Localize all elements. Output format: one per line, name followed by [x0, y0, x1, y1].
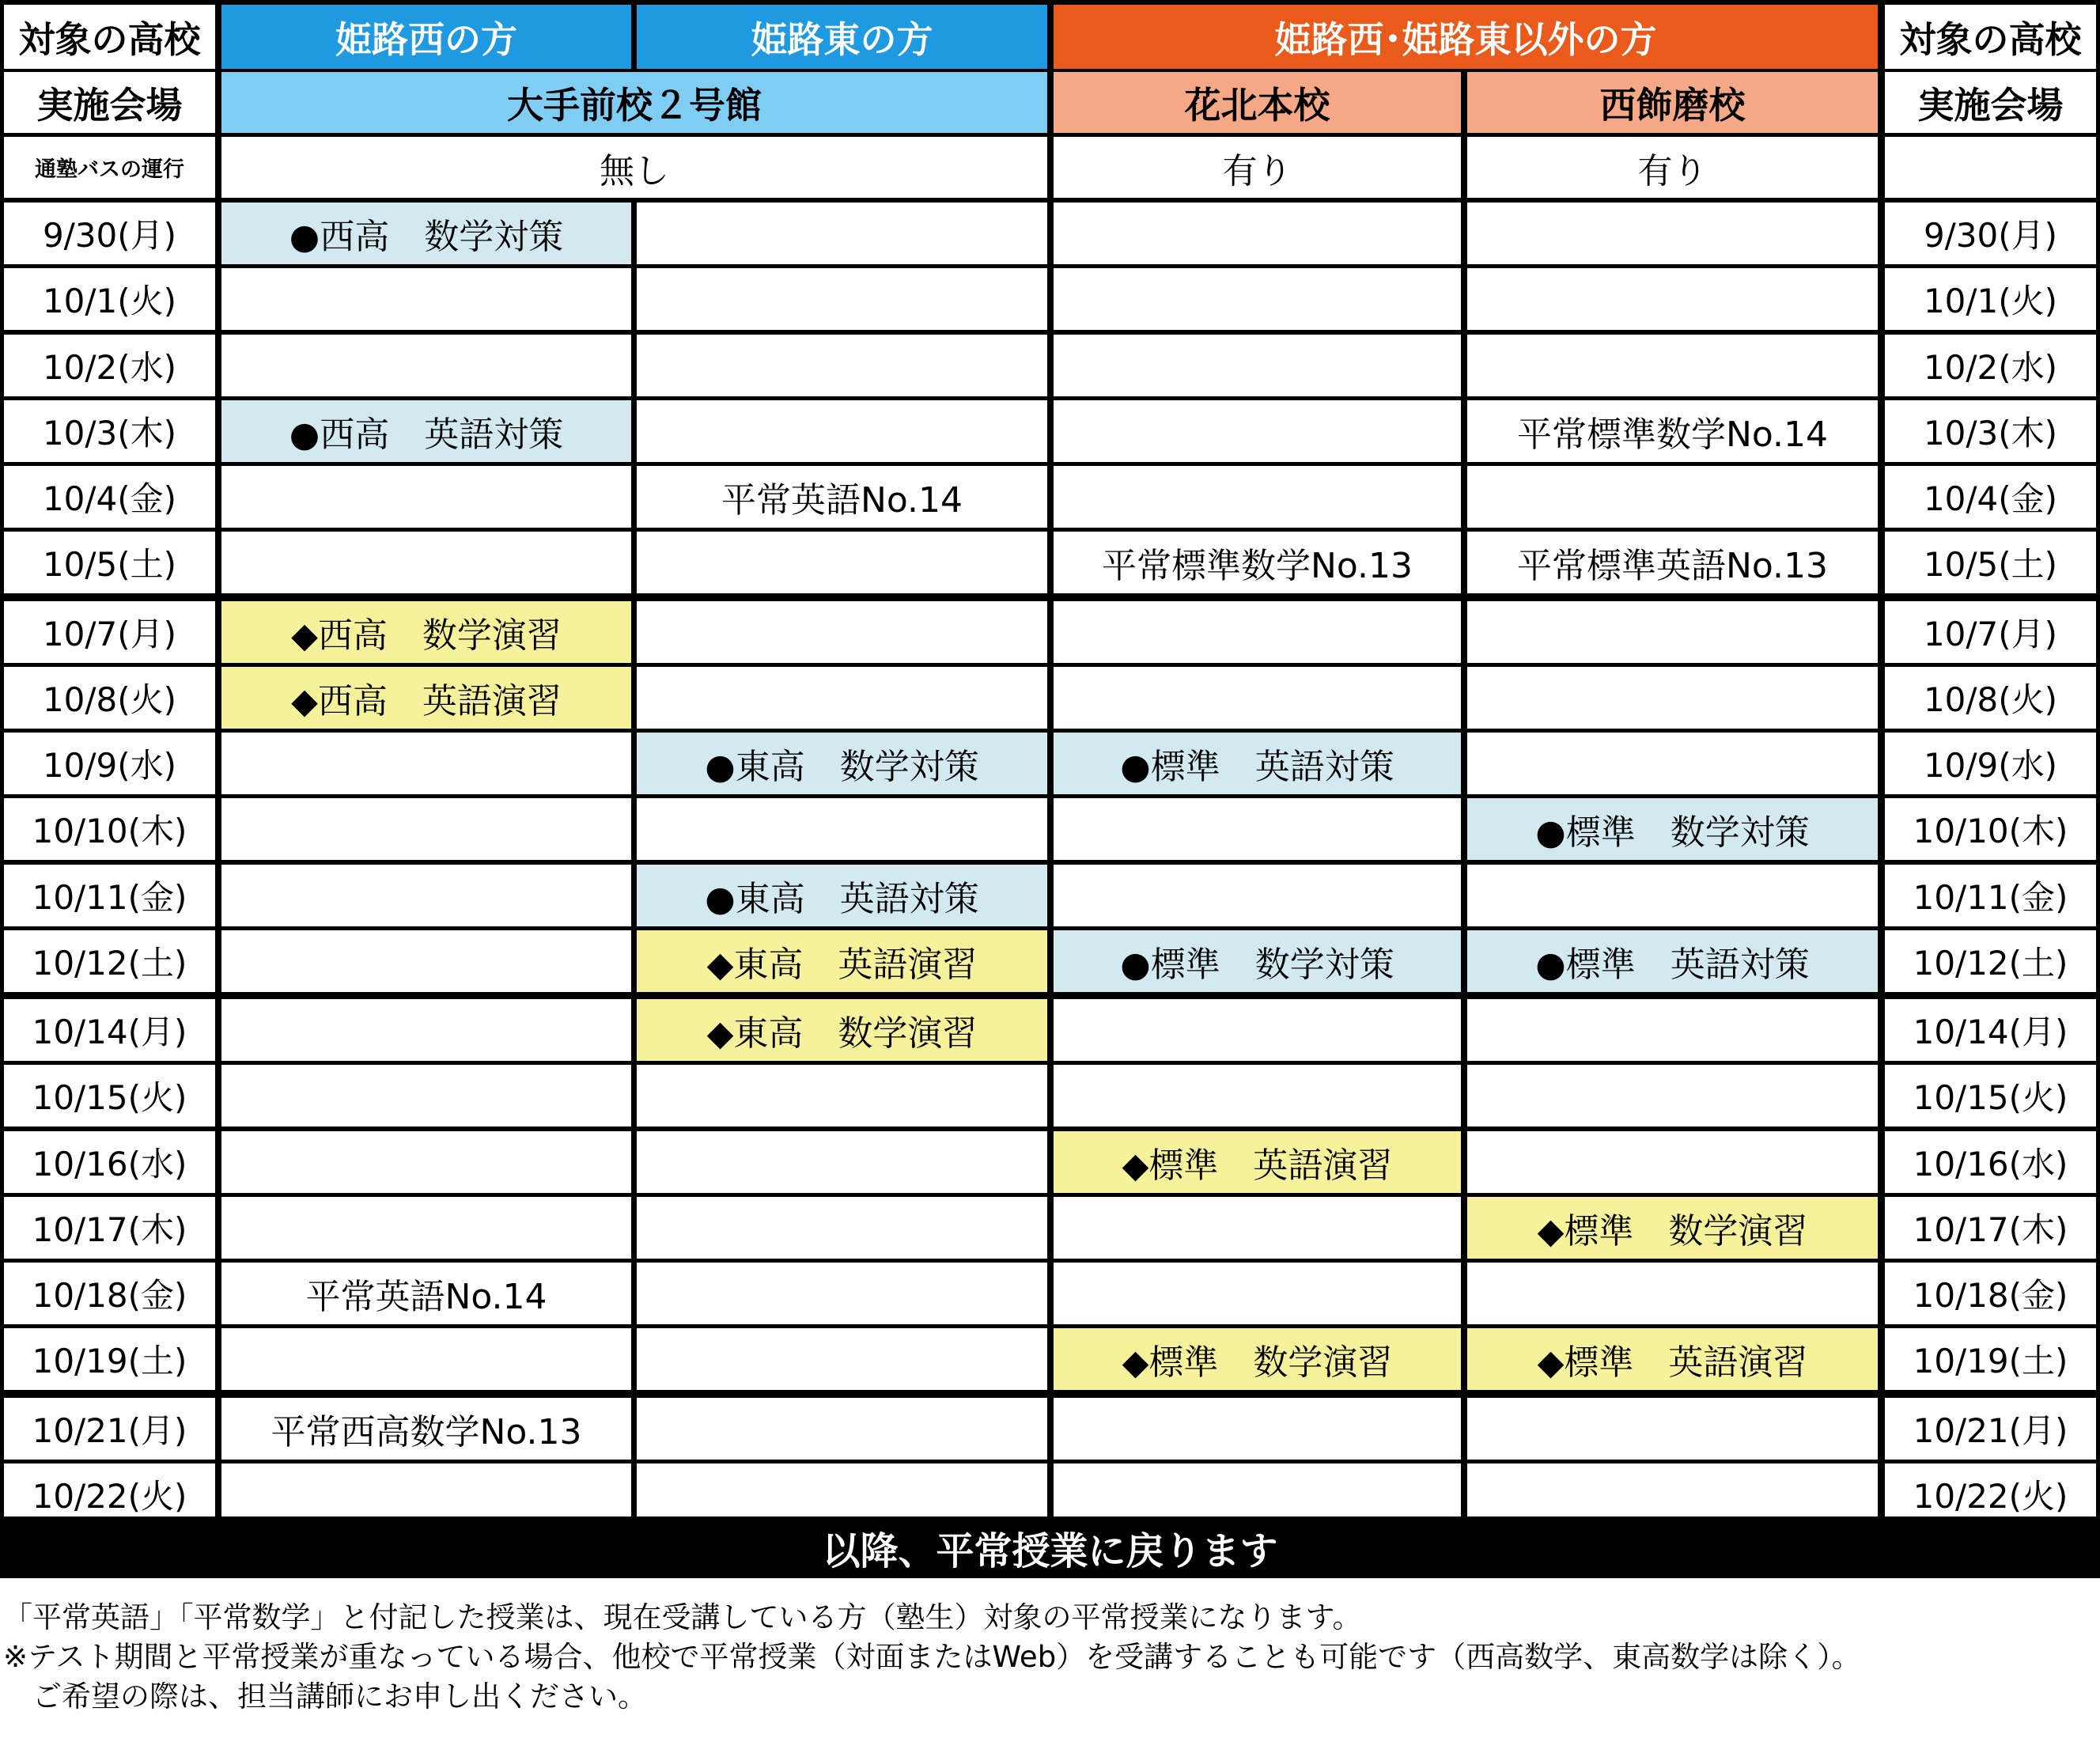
bus-hanakita: 有り [1054, 137, 1461, 198]
date-cell-right: 10/21(月) [1885, 1398, 2096, 1460]
schedule-cell: ●東高 英語対策 [637, 865, 1047, 926]
schedule-cell [1054, 466, 1461, 528]
venue-label-right: 実施会場 [1885, 72, 2096, 133]
bus-right-blank [1885, 137, 2096, 198]
date-cell-right: 10/1(火) [1885, 268, 2096, 330]
date-cell-right: 10/12(土) [1885, 930, 2096, 992]
note-line-2: ※テスト期間と平常授業が重なっている場合、他校で平常授業（対面またはWeb）を受講することも可能です（西高数学、東高数学は除く）。 [3, 1640, 1861, 1674]
schedule-cell [1054, 1398, 1461, 1460]
venue-hanakita: 花北本校 [1054, 72, 1461, 133]
schedule-cell: ●東高 数学対策 [637, 733, 1047, 794]
schedule-cell [1054, 400, 1461, 462]
schedule-cell: ◆西高 数学演習 [221, 601, 631, 663]
schedule-cell [1054, 865, 1461, 926]
schedule-cell [1467, 466, 1878, 528]
date-cell-left: 10/3(木) [4, 400, 215, 462]
schedule-cell [1467, 999, 1878, 1061]
group-others: 姫路西･姫路東以外の方 [1054, 5, 1878, 69]
schedule-cell [1467, 667, 1878, 729]
date-cell-left: 10/5(土) [4, 532, 215, 593]
date-cell-left: 10/8(火) [4, 667, 215, 729]
date-cell-right: 10/17(木) [1885, 1197, 2096, 1259]
schedule-cell [1467, 268, 1878, 330]
schedule-cell [221, 733, 631, 794]
schedule-cell [1467, 865, 1878, 926]
date-cell-left: 10/9(水) [4, 733, 215, 794]
schedule-cell [637, 400, 1047, 462]
date-cell-right: 10/4(金) [1885, 466, 2096, 528]
schedule-cell [1054, 1197, 1461, 1259]
schedule-cell: ◆標準 数学演習 [1054, 1328, 1461, 1390]
group-himeji-higashi: 姫路東の方 [637, 5, 1047, 69]
schedule-cell [221, 1328, 631, 1390]
date-cell-right: 10/15(火) [1885, 1065, 2096, 1126]
schedule-cell [221, 1065, 631, 1126]
schedule-cell [221, 466, 631, 528]
date-cell-right: 9/30(月) [1885, 203, 2096, 264]
date-cell-left: 10/14(月) [4, 999, 215, 1061]
schedule-cell [1054, 1263, 1461, 1324]
schedule-cell [1467, 1263, 1878, 1324]
schedule-cell [1467, 335, 1878, 396]
schedule-cell [637, 203, 1047, 264]
date-cell-right: 10/9(水) [1885, 733, 2096, 794]
schedule-cell [1467, 601, 1878, 663]
schedule-cell [1467, 203, 1878, 264]
schedule-cell [637, 601, 1047, 663]
schedule-cell: 平常標準数学No.13 [1054, 532, 1461, 593]
schedule-cell: 平常英語No.14 [221, 1263, 631, 1324]
schedule-cell: 平常西高数学No.13 [221, 1398, 631, 1460]
schedule-cell [1467, 1398, 1878, 1460]
date-cell-left: 10/11(金) [4, 865, 215, 926]
schedule-cell: ●標準 数学対策 [1467, 798, 1878, 860]
date-cell-right: 10/8(火) [1885, 667, 2096, 729]
schedule-cell [1467, 1131, 1878, 1193]
schedule-cell: ●標準 英語対策 [1054, 733, 1461, 794]
date-cell-right: 10/7(月) [1885, 601, 2096, 663]
schedule-cell [637, 1328, 1047, 1390]
bus-otemae: 無し [221, 137, 1047, 198]
date-cell-left: 10/7(月) [4, 601, 215, 663]
schedule-cell [1054, 999, 1461, 1061]
schedule-cell [221, 268, 631, 330]
schedule-cell [637, 532, 1047, 593]
date-cell-left: 10/19(土) [4, 1328, 215, 1390]
schedule-cell [637, 335, 1047, 396]
schedule-cell: ●西高 英語対策 [221, 400, 631, 462]
schedule-cell: ●標準 数学対策 [1054, 930, 1461, 992]
date-cell-right: 10/18(金) [1885, 1263, 2096, 1324]
schedule-cell: ◆東高 英語演習 [637, 930, 1047, 992]
schedule-cell [1054, 335, 1461, 396]
schedule-cell [1054, 268, 1461, 330]
schedule-cell [637, 798, 1047, 860]
schedule-cell [637, 667, 1047, 729]
schedule-cell: 平常標準英語No.13 [1467, 532, 1878, 593]
venue-nishishikama: 西飾磨校 [1467, 72, 1878, 133]
date-cell-left: 10/2(水) [4, 335, 215, 396]
date-cell-right: 10/14(月) [1885, 999, 2096, 1061]
note-line-1: 「平常英語」「平常数学」と付記した授業は、現在受講している方（塾生）対象の平常授業になります。 [3, 1600, 1362, 1634]
venue-label-left: 実施会場 [4, 72, 215, 133]
date-cell-right: 10/10(木) [1885, 798, 2096, 860]
schedule-cell: ◆標準 英語演習 [1054, 1131, 1461, 1193]
date-cell-right: 10/19(土) [1885, 1328, 2096, 1390]
date-cell-left: 10/22(火) [4, 1463, 215, 1525]
bus-nishishikama: 有り [1467, 137, 1878, 198]
schedule-cell: 平常標準数学No.14 [1467, 400, 1878, 462]
note-line-3: ご希望の際は、担当講師にお申し出ください。 [3, 1679, 647, 1713]
date-cell-left: 10/16(水) [4, 1131, 215, 1193]
schedule-cell [1054, 203, 1461, 264]
bus-label: 通塾バスの運行 [4, 137, 215, 198]
schedule-cell [637, 1065, 1047, 1126]
schedule-cell [221, 1131, 631, 1193]
date-cell-left: 10/21(月) [4, 1398, 215, 1460]
schedule-cell [1467, 733, 1878, 794]
schedule-cell [1054, 1065, 1461, 1126]
target-school-label-right: 対象の高校 [1885, 5, 2096, 69]
schedule-cell [1054, 601, 1461, 663]
date-cell-right: 10/5(土) [1885, 532, 2096, 593]
schedule-cell: ●西高 数学対策 [221, 203, 631, 264]
schedule-cell: ◆東高 数学演習 [637, 999, 1047, 1061]
schedule-cell [637, 268, 1047, 330]
schedule-cell [637, 1131, 1047, 1193]
date-cell-left: 10/15(火) [4, 1065, 215, 1126]
schedule-cell: ◆標準 数学演習 [1467, 1197, 1878, 1259]
footer-banner: 以降、平常授業に戻ります [0, 1516, 2100, 1578]
date-cell-left: 10/10(木) [4, 798, 215, 860]
schedule-cell [221, 798, 631, 860]
schedule-cell [637, 1398, 1047, 1460]
date-cell-right: 10/2(水) [1885, 335, 2096, 396]
date-cell-right: 10/16(水) [1885, 1131, 2096, 1193]
schedule-cell: 平常英語No.14 [637, 466, 1047, 528]
date-cell-left: 10/18(金) [4, 1263, 215, 1324]
schedule-cell [221, 1197, 631, 1259]
date-cell-left: 10/4(金) [4, 466, 215, 528]
schedule-cell: ◆標準 英語演習 [1467, 1328, 1878, 1390]
schedule-cell [221, 865, 631, 926]
date-cell-right: 10/22(火) [1885, 1463, 2096, 1525]
schedule-cell [637, 1263, 1047, 1324]
schedule-cell [1054, 667, 1461, 729]
group-himeji-nishi: 姫路西の方 [221, 5, 631, 69]
target-school-label-left: 対象の高校 [4, 5, 215, 69]
schedule-cell [221, 930, 631, 992]
venue-otemae: 大手前校２号館 [221, 72, 1047, 133]
date-cell-left: 10/17(木) [4, 1197, 215, 1259]
schedule-cell [221, 335, 631, 396]
date-cell-right: 10/11(金) [1885, 865, 2096, 926]
date-cell-left: 9/30(月) [4, 203, 215, 264]
date-cell-left: 10/1(火) [4, 268, 215, 330]
schedule-cell [1054, 798, 1461, 860]
schedule-cell: ●標準 英語対策 [1467, 930, 1878, 992]
schedule-cell: ◆西高 英語演習 [221, 667, 631, 729]
date-cell-left: 10/12(土) [4, 930, 215, 992]
schedule-cell [221, 999, 631, 1061]
schedule-cell [221, 532, 631, 593]
schedule-cell [1467, 1065, 1878, 1126]
date-cell-right: 10/3(木) [1885, 400, 2096, 462]
schedule-cell [637, 1197, 1047, 1259]
